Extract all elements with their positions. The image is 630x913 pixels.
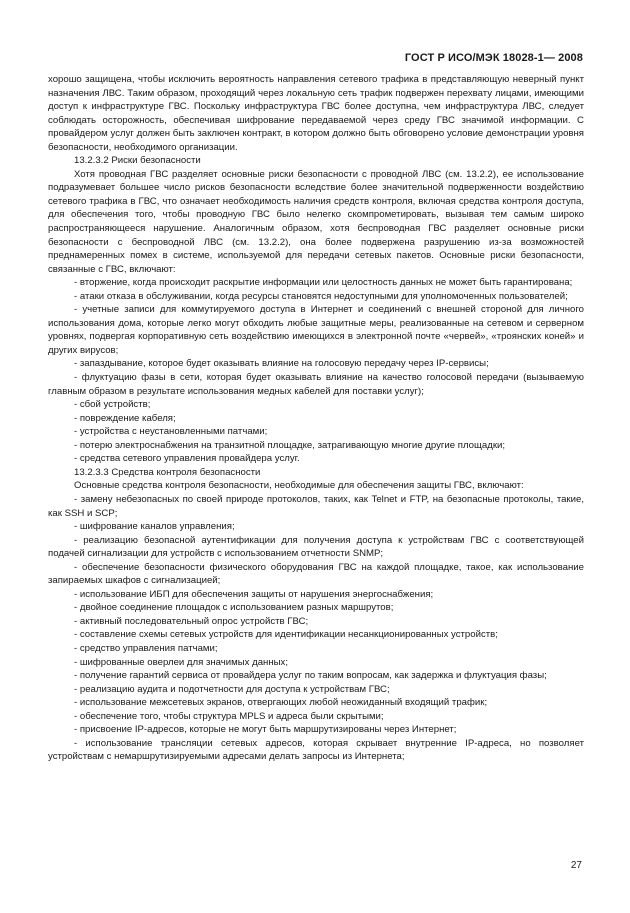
document-header: ГОСТ Р ИСО/МЭК 18028-1— 2008 xyxy=(404,52,583,64)
paragraph: - устройства с неустановленными патчами; xyxy=(74,426,268,438)
paragraph: 13.2.3.2 Риски безопасности xyxy=(74,155,201,167)
paragraph: - активный последовательный опрос устройств ГВС; xyxy=(74,615,309,627)
paragraph: - средства сетевого управления провайдера услуг. xyxy=(74,453,300,465)
paragraph: - флуктуацию фазы в сети, которая будет оказывать влияние на качество голосовой передачи (вызываемую главным образом в результате использования медных кабелей для поставки услуг); xyxy=(48,372,584,397)
paragraph: - повреждение кабеля; xyxy=(74,412,176,424)
paragraph: Хотя проводная ГВС разделяет основные риски безопасности с проводной ЛВС (см. 13.2.2), ее использование подразумевает большее число рисков безопасности вследствие более значительной подверженности воздействию сетевого трафика в ГВС, что означает необходимость наличия средств контроля, включая средства контроля доступа, для обеспечения того, чтобы проводную ГВС было нелегко скомпрометировать, вызывая тем самым широко распространяющееся нарушение. Аналогичным образом, хотя беспроводная ГВС разделяет основные риски безопасности с беспроводной ЛВС (см. 13.2.2), она более подвержена разрушению из-за возможностей преднамеренных помех в системе, используемой для передачи сетевых пакетов. Основные риски безопасности, связанные с ГВС, включают: xyxy=(48,168,584,275)
paragraph: - присвоение IP-адресов, которые не могут быть маршрутизированы через Интернет; xyxy=(74,724,457,736)
paragraph: - использование трансляции сетевых адресов, которая скрывает внутренние IP-адреса, но позволяет устройствам с немаршрутизируемыми адресами делать запросы из Интернета; xyxy=(48,737,584,763)
paragraph: - потерю электроснабжения на транзитной площадке, затрагивающую многие другие площадки; xyxy=(74,439,506,451)
paragraph: - использование межсетевых экранов, отвергающих любой неожиданный входящий трафик; xyxy=(74,697,488,709)
paragraph: - шифрованные оверлеи для значимых данных; xyxy=(74,656,288,668)
document-body xyxy=(48,73,584,764)
page-number: 27 xyxy=(570,860,582,871)
paragraph: - составление схемы сетевых устройств для идентификации несанкционированных устройств; xyxy=(74,629,498,641)
paragraph: - получение гарантий сервиса от провайдера услуг по таким вопросам, как задержка и флуктуация фазы; xyxy=(74,670,547,682)
paragraph: - обеспечение безопасности физического оборудования ГВС на каждой площадке, такое, как использование запираемых шкафов с сигнализацией; xyxy=(48,561,584,587)
paragraph: - обеспечение того, чтобы структура MPLS и адреса были скрытыми; xyxy=(74,710,384,722)
paragraph: - учетные записи для коммутируемого доступа в Интернет и соединений с внешней стороной для личного использования дома, которые легко могут обходить любые защитные меры, реализованные на сетевом и серверном уровнях, подвергая корпоративную сеть воздействию имеющихся в электронной почте «червей», «троянских коней» и других вирусов; xyxy=(48,304,584,356)
paragraph: - реализацию аудита и подотчетности для доступа к устройствам ГВС; xyxy=(74,683,390,695)
paragraph: - использование ИБП для обеспечения защиты от нарушения энергоснабжения; xyxy=(74,588,434,600)
paragraph: - шифрование каналов управления; xyxy=(74,521,235,533)
paragraph: - замену небезопасных по своей природе протоколов, таких, как Telnet и FTP, на безопасные протоколы, такие, как SSH и SCP; xyxy=(48,493,584,519)
paragraph: Основные средства контроля безопасности, необходимые для обеспечения защиты ГВС, включают: xyxy=(74,480,524,492)
paragraph: - запаздывание, которое будет оказывать влияние на голосовую передачу через IP-сервисы; xyxy=(74,358,489,370)
paragraph: - сбой устройств; xyxy=(74,399,151,411)
paragraph: - средство управления патчами; xyxy=(74,642,218,654)
paragraph: хорошо защищена, чтобы исключить вероятность направления сетевого трафика в представляющую неверный пункт назначения ЛВС. Таким образом, проходящий через локальную сеть трафик подвержен перехвату лицами, имеющими доступ к инфраструктуре ГВС. Поскольку инфраструктура ГВС более доступна, чем инфраструктура ЛВС, следует соблюдать осторожность, обеспечивая шифрование передаваемой через среду ГВС значимой информации. С провайдером услуг должен быть заключен контракт, в котором должно быть обговорено условие демонстрации уровня безопасности, необходимого организации. xyxy=(48,74,584,153)
paragraph: - двойное соединение площадок с использованием разных маршрутов; xyxy=(74,602,394,614)
paragraph: - атаки отказа в обслуживании, когда ресурсы становятся недоступными для уполномоченных пользователей; xyxy=(74,290,568,302)
paragraph: - реализацию безопасной аутентификации для получения доступа к устройствам ГВС с соответствующей подачей сигнализации для устройств с использованием отчетности SNMP; xyxy=(48,534,584,560)
paragraph: 13.2.3.3 Средства контроля безопасности xyxy=(74,466,261,478)
paragraph: - вторжение, когда происходит раскрытие информации или целостность данных не может быть гарантирована; xyxy=(74,277,573,289)
